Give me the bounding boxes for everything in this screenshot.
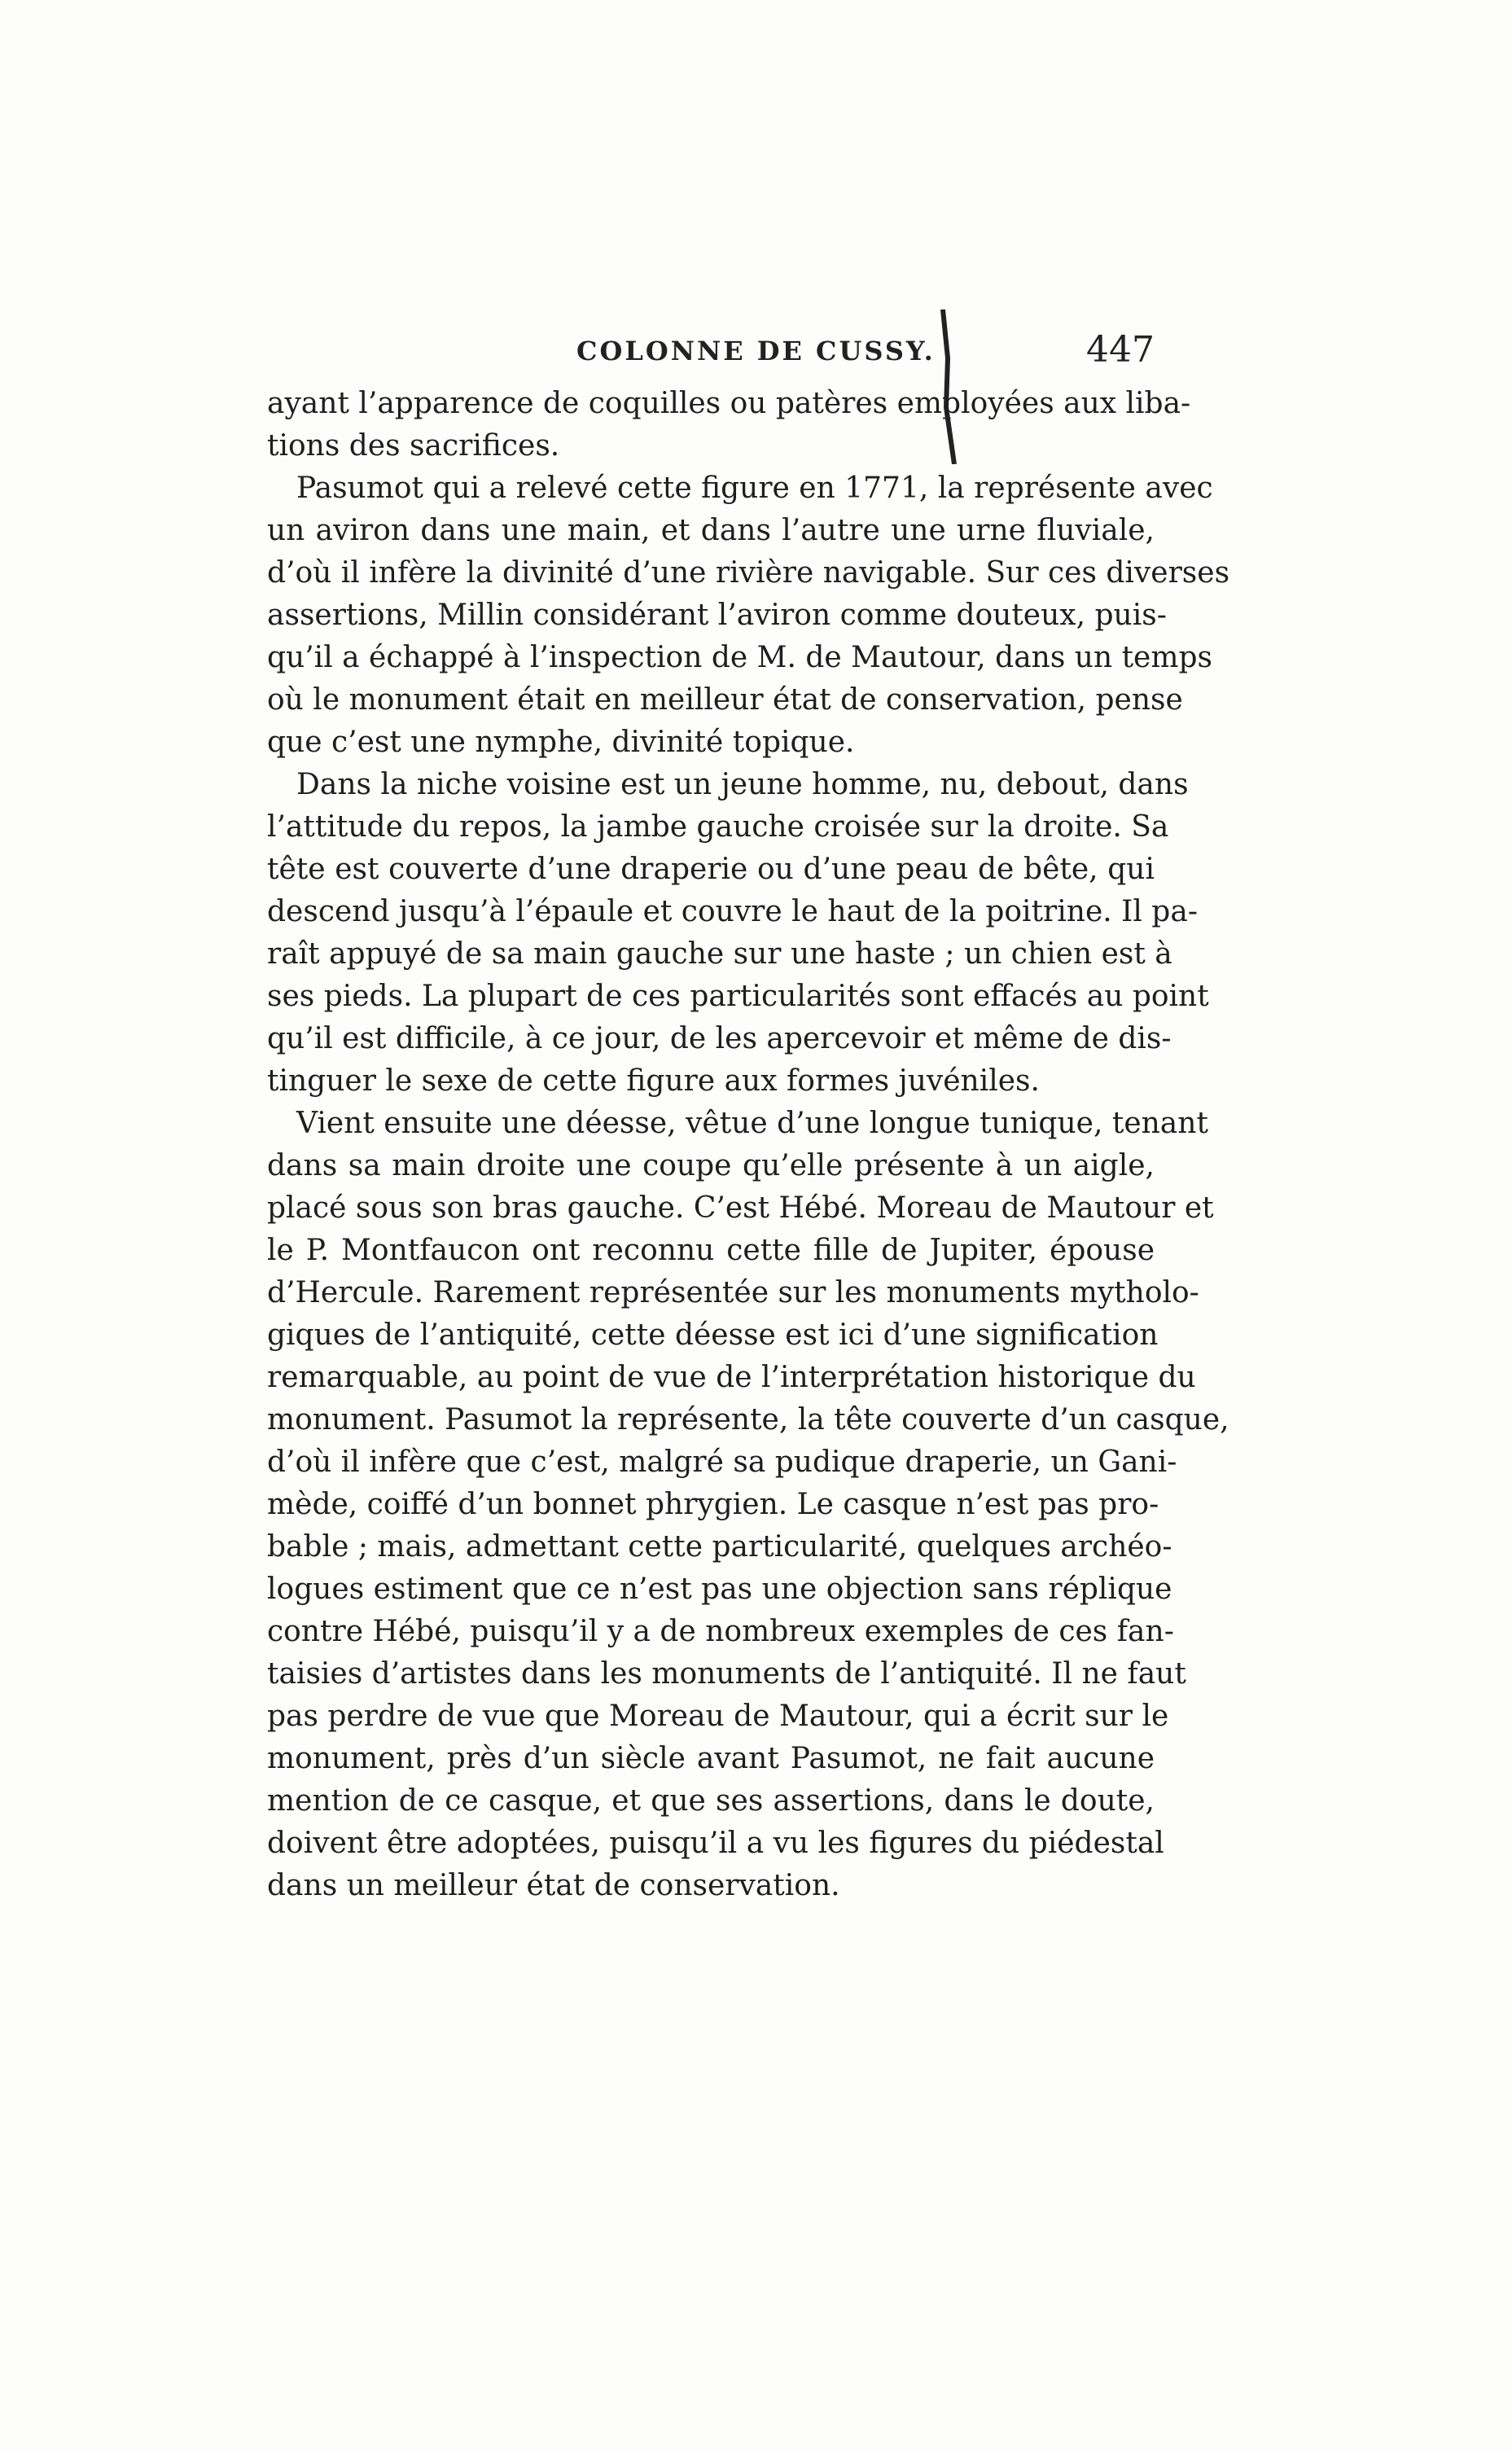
body-text [267, 383, 1230, 1907]
text-line: dans un meilleur état de conservation. [267, 1869, 840, 1902]
text-line: doivent être adoptées, puisqu’il a vu les figures du piédestal [267, 1827, 1164, 1860]
text-line: d’Hercule. Rarement représentée sur les monuments mytholo- [267, 1276, 1199, 1309]
text-line: assertions, Millin considérant l’aviron comme douteux, puis- [267, 599, 1167, 632]
text-line: tions des sacrifices. [267, 429, 560, 463]
text-line: tinguer le sexe de cette figure aux formes juvéniles. [267, 1064, 1040, 1098]
text-line: d’où il infère que c’est, malgré sa pudique draperie, un Gani- [267, 1445, 1177, 1479]
text-line: Dans la niche voisine est un jeune homme, nu, debout, dans [296, 768, 1189, 801]
text-line: monument. Pasumot la représente, la tête couverte d’un casque, [267, 1403, 1229, 1437]
text-line: mention de ce casque, et que ses assertions, dans le doute, [267, 1784, 1155, 1818]
text-line: d’où il infère la divinité d’une rivière navigable. Sur ces diverses [267, 556, 1230, 590]
text-line: l’attitude du repos, la jambe gauche croisée sur la droite. Sa [267, 810, 1169, 844]
text-line: giques de l’antiquité, cette déesse est ici d’une signification [267, 1318, 1159, 1352]
text-line: pas perdre de vue que Moreau de Mautour, qui a écrit sur le [267, 1700, 1169, 1733]
text-line: qu’il a échappé à l’inspection de M. de Mautour, dans un temps [267, 641, 1212, 674]
text-line: ayant l’apparence de coquilles ou patères employées aux liba- [267, 387, 1191, 420]
text-line: mède, coiffé d’un bonnet phrygien. Le casque n’est pas pro- [267, 1488, 1159, 1521]
text-line: raît appuyé de sa main gauche sur une haste ; un chien est à [267, 937, 1172, 971]
text-line: un aviron dans une main, et dans l’autre une urne fluviale, [267, 514, 1155, 547]
text-line: dans sa main droite une coupe qu’elle présente à un aigle, [267, 1149, 1155, 1182]
text-line: ses pieds. La plupart de ces particularités sont effacés au point [267, 980, 1209, 1013]
text-line: tête est couverte d’une draperie ou d’une peau de bête, qui [267, 853, 1155, 886]
text-line: contre Hébé, puisqu’il y a de nombreux exemples de ces fan- [267, 1615, 1174, 1648]
text-line: remarquable, au point de vue de l’interprétation historique du [267, 1361, 1196, 1394]
text-line: bable ; mais, admettant cette particularité, quelques archéo- [267, 1530, 1172, 1564]
text-line: placé sous son bras gauche. C’est Hébé. Moreau de Mautour et [267, 1191, 1214, 1225]
text-line: monument, près d’un siècle avant Pasumot, ne fait aucune [267, 1742, 1155, 1775]
text-line: où le monument était en meilleur état de conservation, pense [267, 683, 1183, 717]
text-line: Pasumot qui a relevé cette figure en 1771, la représente avec [296, 472, 1213, 505]
running-head [267, 324, 1155, 381]
text-line: le P. Montfaucon ont reconnu cette fille de Jupiter, épouse [267, 1234, 1155, 1267]
text-line: Vient ensuite une déesse, vêtue d’une longue tunique, tenant [296, 1107, 1208, 1140]
text-line: taisies d’artistes dans les monuments de l’antiquité. Il ne faut [267, 1657, 1186, 1691]
text-line: logues estiment que ce n’est pas une objection sans réplique [267, 1573, 1172, 1606]
page-number: 447 [1086, 329, 1155, 371]
text-line: qu’il est difficile, à ce jour, de les apercevoir et même de dis- [267, 1022, 1172, 1055]
text-line: que c’est une nymphe, divinité topique. [267, 726, 855, 759]
running-title: COLONNE DE CUSSY. [576, 336, 936, 366]
text-line: descend jusqu’à l’épaule et couvre le haut de la poitrine. Il pa- [267, 895, 1198, 928]
